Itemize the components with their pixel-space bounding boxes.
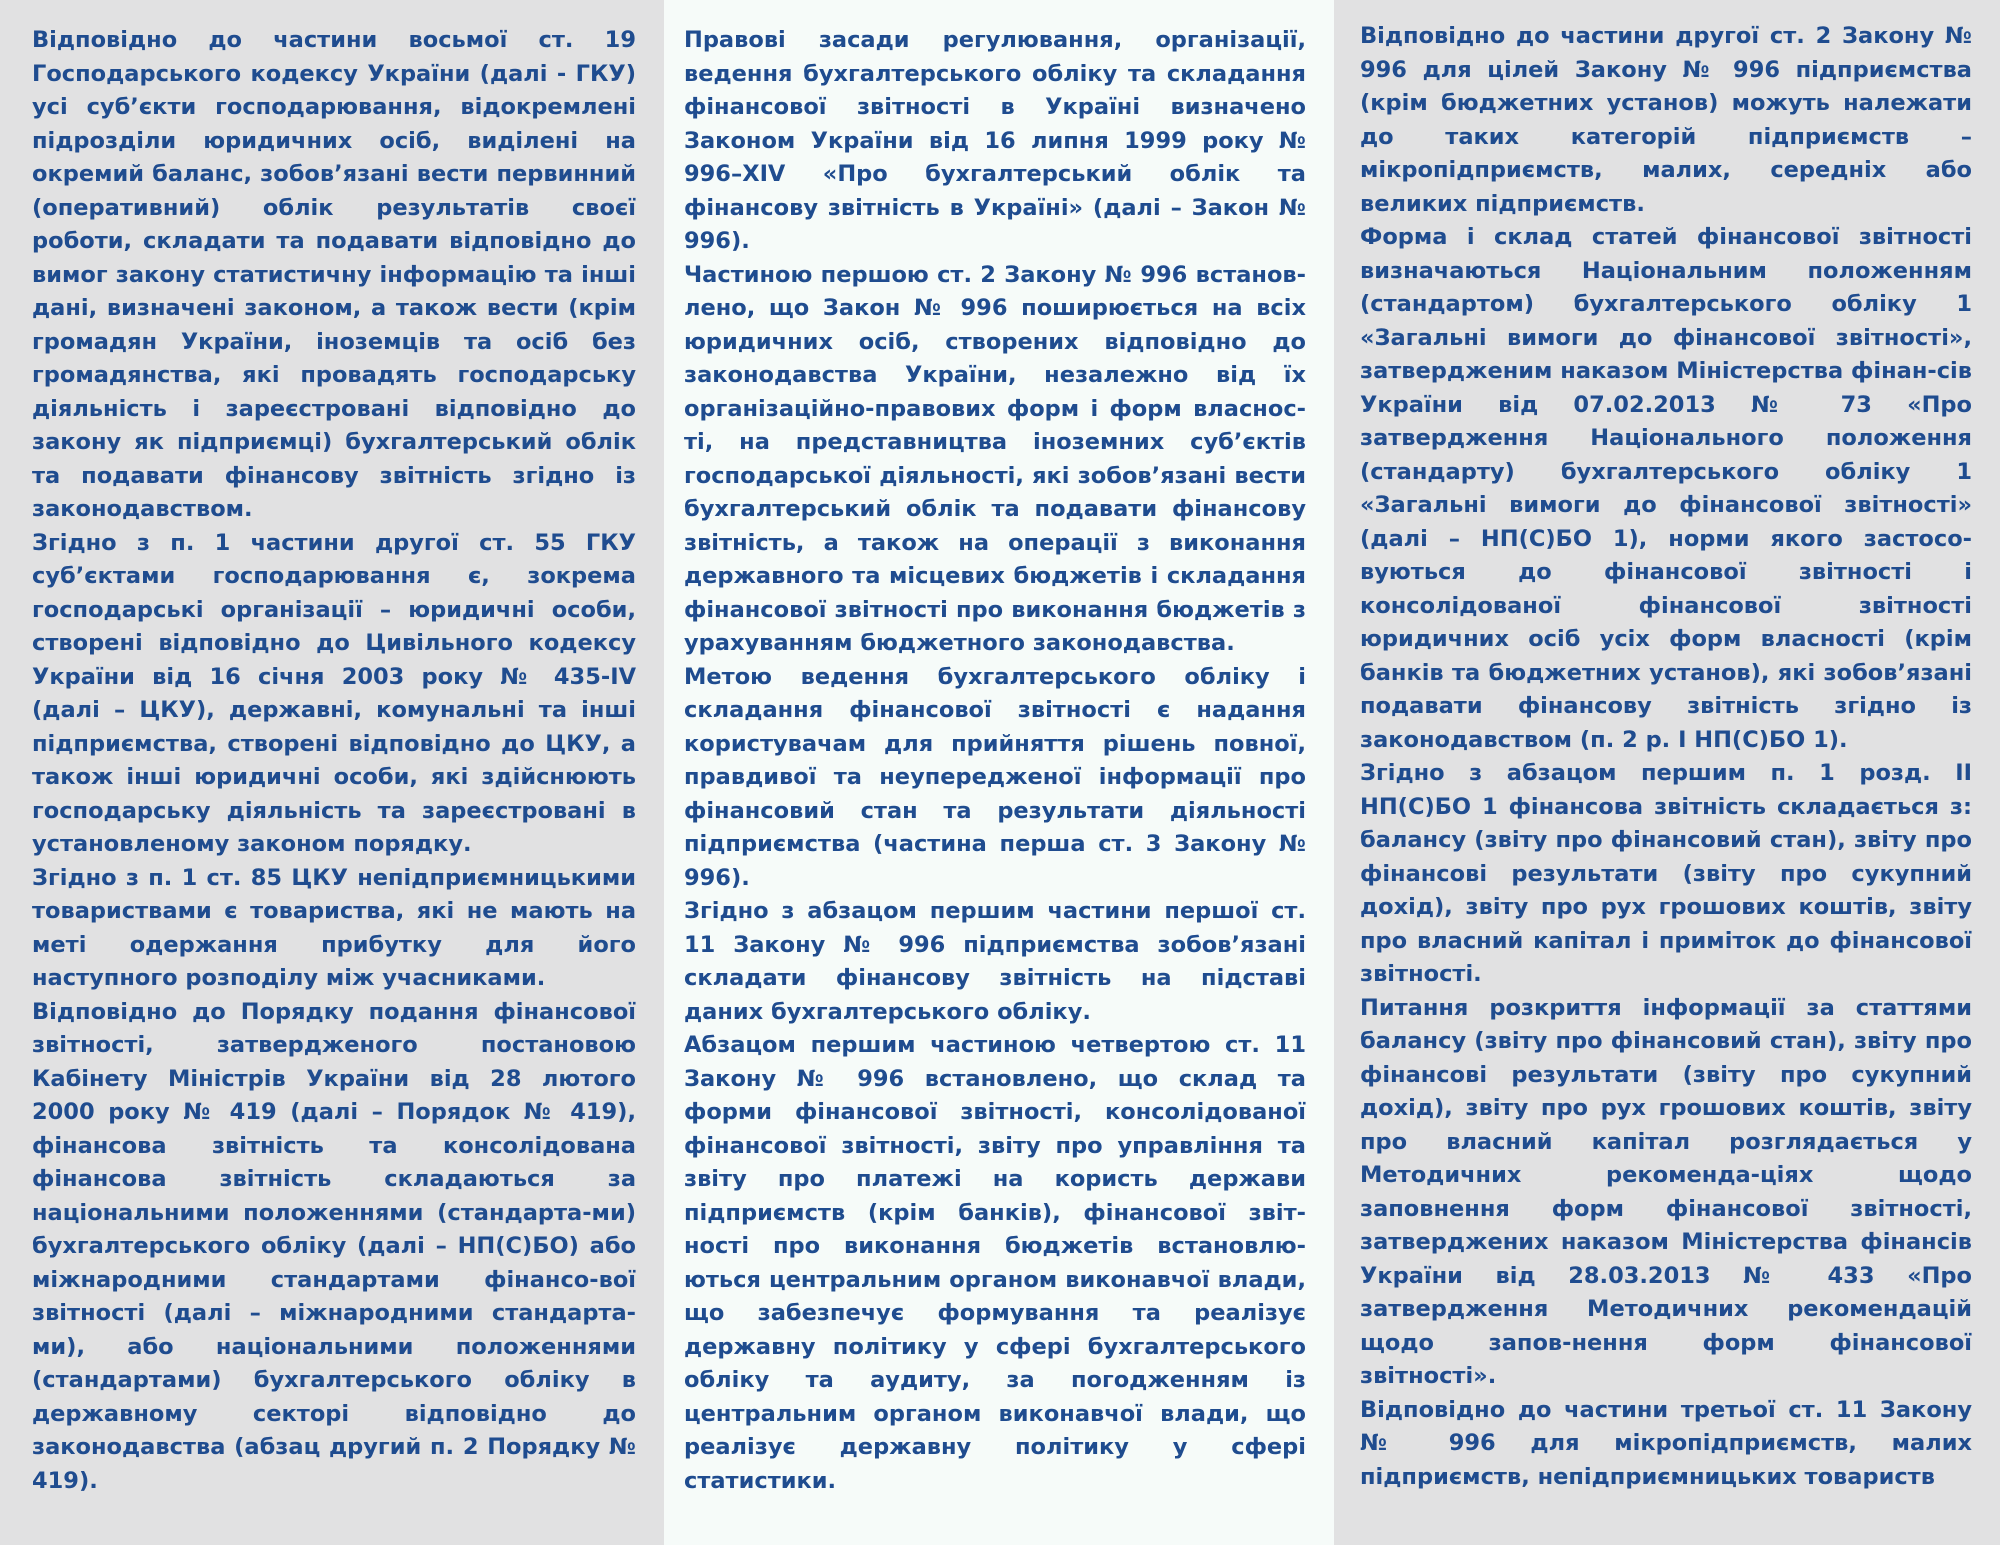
middle-paragraph-5: Абзацом першим частиною четвертою ст. 11 Закону № 996 встановлено, що склад та форми фінансової звітності, консолідованої фінансової звітності, звіту про управління та звіту про платежі на користь держави підприємств (крім банків), фінансової звіт-ності про виконання бюджетів встановлю-ються центральним органом виконавчої влади, що забезпечує формування та реалізує державну політику у сфері бухгалтерського обліку та аудиту, за погодженням із центральним органом виконавчої влади, що реалізує державну політику у сфері статистики. <box>684 1032 1306 1494</box>
left-paragraph-4: Відповідно до Порядку подання фінансової звітності, затвердженого постановою Кабінету Міністрів України від 28 лютого 2000 року № 419 (далі – Порядок № 419), фінансова звітність та консолідована фінансова звітність складаються за національними положеннями (стандарта-ми) бухгалтерського обліку (далі – НП(С)БО) або міжнародними стандартами фінансо-вої звітності (далі – міжнародними стандарта-ми), або національними положеннями (стандартами) бухгалтерського обліку в державному секторі відповідно до законодавства (абзац другий п. 2 Порядку № 419). <box>32 998 636 1494</box>
middle-paragraph-1: Правові засади регулювання, організації, ведення бухгалтерського обліку та складання фінансової звітності в Україні визначено Законом України від 16 липня 1999 року № 996–XIV «Про бухгалтерський облік та фінансову звітність в Україні» (далі – Закон № 996). <box>684 27 1306 254</box>
middle-paragraph-2: Частиною першою ст. 2 Закону № 996 встанов-лено, що Закон № 996 поширюється на всіх юридичних осіб, створених відповідно до законодавства України, незалежно від їх організаційно-правових форм і форм власнос-ті, на представництва іноземних суб’єктів господарської діяльності, які зобов’язані вести бухгалтерський облік та подавати фінансову звітність, а також на операції з виконання державного та місцевих бюджетів і складання фінансової звітності про виконання бюджетів з урахуванням бюджетного законодавства. <box>684 261 1306 656</box>
middle-column <box>664 0 1334 1545</box>
right-paragraph-2: Форма і склад статей фінансової звітності визначаються Національним положенням (стандартом) бухгалтерського обліку 1 «Загальні вимоги до фінансової звітності», затвердженим наказом Міністерства фінан-сів України від 07.02.2013 № 73 «Про затвердження Національного положення (стандарту) бухгалтерського обліку 1 «Загальні вимоги до фінансової звітності» (далі – НП(С)БО 1), норми якого застосо-вуються до фінансової звітності і консолідованої фінансової звітності юридичних осіб усіх форм власності (крім банків та бюджетних установ), які зобов’язані подавати фінансову звітність згідно із законодавством (п. 2 р. І НП(С)БО 1). <box>1360 224 1972 753</box>
right-paragraph-4: Питання розкриття інформації за статтями балансу (звіту про фінансовий стан), звіту про фінансові результати (звіту про сукупний дохід), звіту про рух грошових коштів, звіту про власний капітал розглядається у Методичних рекоменда-ціях щодо заповнення форм фінансової звітності, затверджених наказом Міністерства фінансів України від 28.03.2013 № 433 «Про затвердження Методичних рекомендацій щодо запов-нення форм фінансової звітності». <box>1360 994 1972 1389</box>
middle-paragraph-3: Метою ведення бухгалтерського обліку і складання фінансової звітності є надання користувачам для прийняття рішень повної, правдивої та неупередженої інформації про фінансовий стан та результати діяльності підприємства (частина перша ст. 3 Закону № 996). <box>684 663 1306 891</box>
left-column <box>0 0 664 1545</box>
left-paragraph-3: Згідно з п. 1 ст. 85 ЦКУ непідприємницькими товариствами є товариства, які не мають на меті одержання прибутку для його наступного розподілу між учасниками. <box>32 864 636 991</box>
right-paragraph-1: Відповідно до частини другої ст. 2 Закону № 996 для цілей Закону № 996 підприємства (крім бюджетних установ) можуть належати до таких категорій підприємств – мікропідприємств, малих, середніх або великих підприємств. <box>1360 23 1972 217</box>
left-paragraph-2: Згідно з п. 1 частини другої ст. 55 ГКУ суб’єктами господарювання є, зокрема господарські організації – юридичні особи, створені відповідно до Цивільного кодексу України від 16 січня 2003 року № 435-IV (далі – ЦКУ), державні, комунальні та інші підприємства, створені відповідно до ЦКУ, а також інші юридичні особи, які здійснюють господарську діяльність та зареєстровані в установленому законом порядку. <box>32 529 636 857</box>
right-column <box>1334 0 2000 1545</box>
right-paragraph-3: Згідно з абзацом першим п. 1 розд. ІІ НП(С)БО 1 фінансова звітність складається з: балансу (звіту про фінансовий стан), звіту про фінансові результати (звіту про сукупний дохід), звіту про рух грошових коштів, звіту про власний капітал і приміток до фінансової звітності. <box>1360 760 1972 987</box>
right-paragraph-5: Відповідно до частини третьої ст. 11 Закону № 996 для мікропідприємств, малих підприємств, непідприємницьких товариств <box>1360 1396 1972 1490</box>
left-paragraph-1: Відповідно до частини восьмої ст. 19 Господарського кодексу України (далі - ГКУ) усі суб’єкти господарювання, відокремлені підрозділи юридичних осіб, виділені на окремий баланс, зобов’язані вести первинний (оперативний) облік результатів своєї роботи, складати та подавати відповідно до вимог закону статистичну інформацію та інші дані, визначені законом, а також вести (крім громадян України, іноземців та осіб без громадянства, які провадять господарську діяльність і зареєстровані відповідно до закону як підприємці) бухгалтерський облік та подавати фінансову звітність згідно із законодавством. <box>32 27 636 522</box>
middle-paragraph-4: Згідно з абзацом першим частини першої ст. 11 Закону № 996 підприємства зобов’язані складати фінансову звітність на підставі даних бухгалтерського обліку. <box>684 898 1306 1025</box>
